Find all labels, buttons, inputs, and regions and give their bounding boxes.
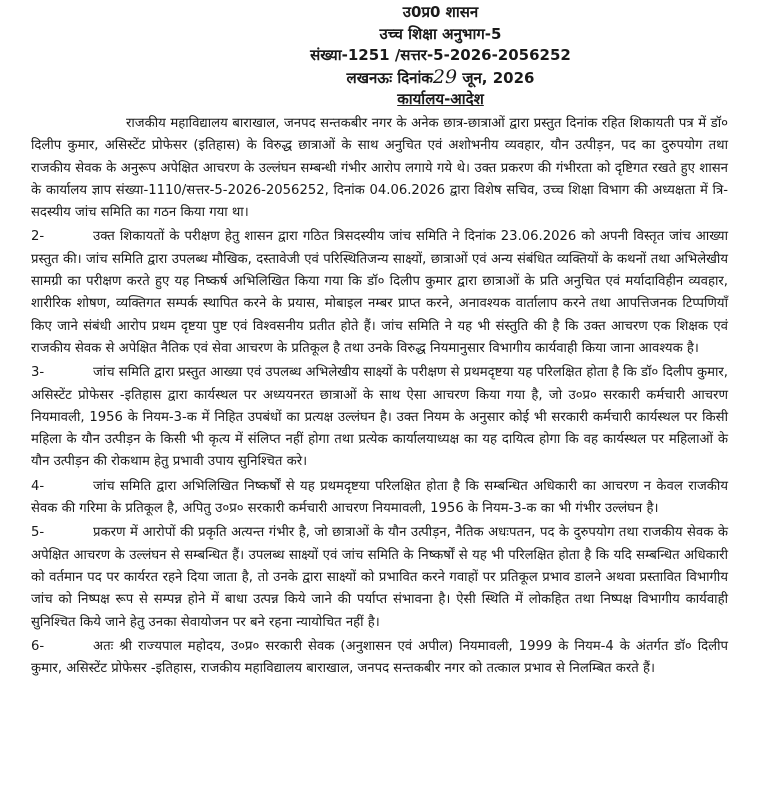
office-order-title: कार्यालय-आदेश (397, 90, 484, 108)
date-prefix: लखनऊः दिनांक (346, 68, 433, 87)
paragraph-number: 6- (31, 638, 45, 654)
paragraph-text: अतः श्री राज्यपाल महोदय, उ०प्र० सरकारी सेवक (अनुशासन एवं अपील) नियमावली, 1999 के नियम-4 के अंतर्गत डॉ० दिलीप कुमार, असिस्टेंट प्रोफेसर -इतिहास, राजकीय महाविद्यालय बाराखाल, जनपद सन्तकबीर नगर को तत्काल प्रभाव से निलम्बित करते हैं। (31, 638, 728, 677)
paragraph-text: उक्त शिकायतों के परीक्षण हेतु शासन द्वारा गठित त्रिसदस्यीय जांच समिति ने दिनांक 23.06.2026 को अपनी विस्तृत जांच आख्या प्रस्तुत की। जांच समिति द्वारा उपलब्ध मौखिक, दस्तावेजी एवं परिस्थितिजन्य साक्ष्यों, छात्राओं एवं अन्य संबंधित व्यक्तियों के कथनों तथा अभिलेखीय सामग्री का परीक्षण करते हुए यह निष्कर्ष अभिलिखित किया गया कि डॉ० दिलीप कुमार द्वारा छात्राओं के प्रति अनुचित एवं मर्यादाविहीन व्यवहार, शारीरिक शोषण, व्यक्तिगत सम्पर्क स्थापित करने के प्रयास, मोबाइल नम्बर प्राप्त करने, अनावश्यक वार्तालाप करने तथा आपत्तिजनक टिप्पणियाँ किए जाने संबंधी आरोप प्रथम दृष्टया पुष्ट एवं विश्वसनीय प्रतीत होते हैं। जांच समिति ने यह भी संस्तुति की है कि उक्त आचरण एक शिक्षक एवं राजकीय सेवक से अपेक्षित नैतिक एवं सेवा आचरण के प्रतिकूल है तथा उनके विरुद्ध नियमानुसार विभागीय कार्यवाही किया जाना आवश्यक है। (31, 229, 728, 356)
handwritten-day: 29 (432, 65, 458, 88)
paragraph-6 (31, 636, 728, 681)
paragraph-number: 3- (31, 365, 45, 381)
paragraph-number: 5- (31, 525, 45, 541)
paragraph-number: 2- (31, 229, 45, 245)
issue-date (153, 67, 728, 90)
date-suffix: जून, 2026 (462, 68, 535, 87)
reference-number: संख्या-1251 /सत्तर-5-2026-2056252 (310, 46, 571, 64)
paragraph-4 (31, 476, 728, 521)
paragraph-number: 4- (31, 478, 45, 494)
letter-header (153, 0, 728, 89)
paragraph-text: जांच समिति द्वारा अभिलिखित निष्कर्षों से यह प्रथमदृष्टया परिलक्षित होता है कि सम्बन्धित अधिकारी का आचरण न केवल राजकीय सेवक की गरिमा के प्रतिकूल है, अपितु उ०प्र० सरकारी कर्मचारी आचरण नियमावली, 1956 के नियम-3-क का भी गंभीर उल्लंघन है। (31, 478, 728, 517)
paragraph-text: प्रकरण में आरोपों की प्रकृति अत्यन्त गंभीर है, जो छात्राओं के यौन उत्पीड़न, नैतिक अधःपतन, पद के दुरुपयोग तथा राजकीय सेवक के अपेक्षित आचरण के उल्लंघन से सम्बन्धित हैं। उपलब्ध साक्ष्यों एवं जांच समिति के निष्कर्षों से यह भी परिलक्षित होता है कि यदि सम्बन्धित अधिकारी को वर्तमान पद पर कार्यरत रहने दिया जाता है, तो उनके द्वारा साक्ष्यों को प्रभावित करने गवाहों पर प्रतिकूल प्रभाव डालने अथवा प्रस्तावित विभागीय जांच को निष्पक्ष रूप से सम्पन्न होने में बाधा उत्पन्न किये जाने की पर्याप्त संभावना है। ऐसी स्थिति में लोकहित तथा निष्पक्ष विभागीय कार्यवाही सुनिश्चित किये जाने हेतु उनका सेवायोजन पर बने रहना न्यायोचित नहीं है। (31, 525, 728, 630)
paragraph-text: राजकीय महाविद्यालय बाराखाल, जनपद सन्तकबीर नगर के अनेक छात्र-छात्राओं द्वारा प्रस्तुत दिनांक रहित शिकायती पत्र में डॉ० दिलीप कुमार, असिस्टेंट प्रोफेसर (इतिहास) के विरुद्ध छात्राओं के साथ अनुचित एवं अशोभनीय व्यवहार, यौन उत्पीड़न, पद का दुरुपयोग तथा राजकीय सेवक के अनुरूप अपेक्षित आचरण के उल्लंघन सम्बन्धी गंभीर आरोप लगाये गये थे। उक्त प्रकरण की गंभीरता को दृष्टिगत रखते हुए शासन के कार्यालय ज्ञाप संख्या-1110/सत्तर-5-2026-2056252, दिनांक 04.06.2026 द्वारा विशेष सचिव, उच्च शिक्षा विभाग की अध्यक्षता में त्रि-सदस्यीय जांच समिति का गठन किया गया था। (31, 116, 728, 221)
paragraph-2 (31, 226, 728, 360)
paragraph-1 (31, 113, 728, 224)
government-name: उ0प्र0 शासन (402, 3, 479, 21)
paragraph-5 (31, 522, 728, 633)
paragraph-3 (31, 362, 728, 473)
paragraph-text: जांच समिति द्वारा प्रस्तुत आख्या एवं उपलब्ध अभिलेखीय साक्ष्यों के परीक्षण से प्रथमदृष्टया यह परिलक्षित होता है कि डॉ० दिलीप कुमार, असिस्टेंट प्रोफेसर -इतिहास द्वारा कार्यस्थल पर अध्ययनरत छात्राओं के साथ ऐसा आचरण किया गया है, जो उ०प्र० सरकारी कर्मचारी आचरण नियमावली, 1956 के नियम-3-क में निहित उपबंधों का प्रत्यक्ष उल्लंघन है। उक्त नियम के अनुसार कोई भी सरकारी कर्मचारी कार्यस्थल पर किसी महिला के यौन उत्पीड़न के किसी भी कृत्य में संलिप्त नहीं होगा तथा प्रत्येक कार्यालयाध्यक्ष का यह दायित्व होगा कि वह कार्यस्थल पर महिलाओं के यौन उत्पीड़न की रोकथाम हेतु प्रभावी उपाय सुनिश्चित करे। (31, 365, 728, 470)
section-name: उच्च शिक्षा अनुभाग-5 (379, 24, 502, 43)
